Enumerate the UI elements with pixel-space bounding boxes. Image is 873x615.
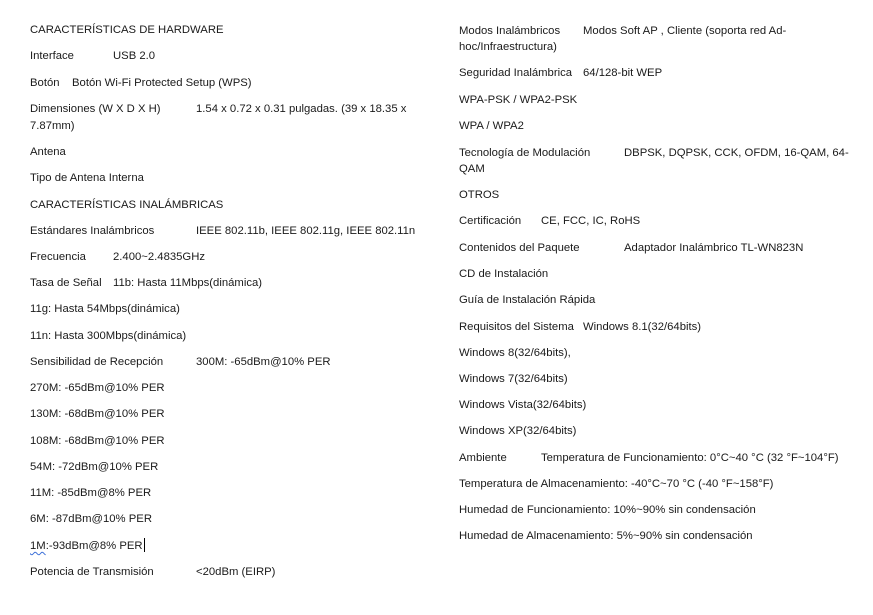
button-label: Botón bbox=[30, 77, 60, 89]
dimensions-label: Dimensiones (W X D X H) bbox=[30, 103, 161, 115]
sens-11-text[interactable]: 11M: -85dBm@8% PER bbox=[30, 487, 152, 499]
modes-label: Modos Inalámbricos bbox=[459, 25, 561, 37]
modulation-value: DBPSK, DQPSK, CCK, OFDM, 16-QAM, 64- bbox=[624, 147, 849, 159]
sens-6-text[interactable]: 6M: -87dBm@10% PER bbox=[30, 513, 152, 525]
modes-row[interactable] bbox=[459, 23, 786, 40]
interface-row[interactable] bbox=[30, 48, 155, 65]
rate-11n-text[interactable]: 11n: Hasta 300Mbps(dinámica) bbox=[30, 330, 187, 342]
frequency-row[interactable] bbox=[30, 249, 205, 266]
sensitivity-label: Sensibilidad de Recepción bbox=[30, 356, 164, 368]
button-value: Botón Wi-Fi Protected Setup (WPS) bbox=[72, 77, 252, 89]
environment-value: Temperatura de Funcionamiento: 0°C~40 °C (32 °F~104°F) bbox=[541, 452, 839, 464]
security-row[interactable] bbox=[459, 65, 662, 82]
sens-1-row[interactable] bbox=[30, 538, 145, 555]
sens-1-value: :-93dBm@8% PER bbox=[45, 540, 143, 552]
sens-54-text[interactable]: 54M: -72dBm@10% PER bbox=[30, 461, 159, 473]
sensitivity-value: 300M: -65dBm@10% PER bbox=[196, 356, 331, 368]
sens-270-text[interactable]: 270M: -65dBm@10% PER bbox=[30, 382, 165, 394]
dimensions-row[interactable] bbox=[30, 101, 406, 118]
power-row[interactable] bbox=[30, 564, 275, 581]
sensitivity-row[interactable] bbox=[30, 354, 331, 371]
certification-label: Certificación bbox=[459, 215, 522, 227]
win7-text[interactable]: Windows 7(32/64bits) bbox=[459, 373, 568, 385]
wpa-text[interactable]: WPA / WPA2 bbox=[459, 120, 524, 132]
environment-label: Ambiente bbox=[459, 452, 507, 464]
wpa-psk-text[interactable]: WPA-PSK / WPA2-PSK bbox=[459, 94, 578, 106]
spellcheck-squiggle: 1M bbox=[30, 540, 46, 552]
system-value: Windows 8.1(32/64bits) bbox=[583, 321, 702, 333]
winxp-text[interactable]: Windows XP(32/64bits) bbox=[459, 425, 577, 437]
package-label: Contenidos del Paquete bbox=[459, 242, 580, 254]
standards-row[interactable] bbox=[30, 223, 415, 240]
text-cursor bbox=[144, 538, 145, 552]
hardware-section-title[interactable]: CARACTERÍSTICAS DE HARDWARE bbox=[30, 24, 224, 36]
certification-value: CE, FCC, IC, RoHS bbox=[541, 215, 641, 227]
install-cd-text[interactable]: CD de Instalación bbox=[459, 268, 549, 280]
modulation-row[interactable] bbox=[459, 145, 849, 162]
modes-value-cont[interactable]: hoc/Infraestructura) bbox=[459, 41, 557, 53]
package-value: Adaptador Inalámbrico TL-WN823N bbox=[624, 242, 804, 254]
button-row[interactable] bbox=[30, 75, 252, 92]
modulation-label: Tecnología de Modulación bbox=[459, 147, 591, 159]
wireless-section-title[interactable]: CARACTERÍSTICAS INALÁMBRICAS bbox=[30, 199, 224, 211]
rate-11g-text[interactable]: 11g: Hasta 54Mbps(dinámica) bbox=[30, 303, 180, 315]
security-label: Seguridad Inalámbrica bbox=[459, 67, 573, 79]
frequency-label: Frecuencia bbox=[30, 251, 86, 263]
package-row[interactable] bbox=[459, 240, 803, 257]
others-section-title[interactable]: OTROS bbox=[459, 189, 500, 201]
modulation-value-cont[interactable]: QAM bbox=[459, 163, 485, 175]
standards-value: IEEE 802.11b, IEEE 802.11g, IEEE 802.11n bbox=[196, 225, 416, 237]
operating-humidity-text[interactable]: Humedad de Funcionamiento: 10%~90% sin condensación bbox=[459, 504, 756, 516]
signal-rate-value: 11b: Hasta 11Mbps(dinámica) bbox=[113, 277, 263, 289]
signal-rate-label: Tasa de Señal bbox=[30, 277, 102, 289]
antenna-type-text[interactable]: Tipo de Antena Interna bbox=[30, 172, 144, 184]
storage-humidity-text[interactable]: Humedad de Almacenamiento: 5%~90% sin condensación bbox=[459, 530, 753, 542]
modes-value: Modos Soft AP , Cliente (soporta red Ad- bbox=[583, 25, 787, 37]
sens-130-text[interactable]: 130M: -68dBm@10% PER bbox=[30, 408, 165, 420]
dimensions-value-cont[interactable]: 7.87mm) bbox=[30, 120, 75, 132]
power-label: Potencia de Transmisión bbox=[30, 566, 154, 578]
quick-guide-text[interactable]: Guía de Instalación Rápida bbox=[459, 294, 596, 306]
system-label: Requisitos del Sistema bbox=[459, 321, 574, 333]
sens-108-text[interactable]: 108M: -68dBm@10% PER bbox=[30, 435, 165, 447]
win8-text[interactable]: Windows 8(32/64bits), bbox=[459, 347, 571, 359]
winvista-text[interactable]: Windows Vista(32/64bits) bbox=[459, 399, 587, 411]
dimensions-value: 1.54 x 0.72 x 0.31 pulgadas. (39 x 18.35 x bbox=[196, 103, 407, 115]
frequency-value: 2.400~2.4835GHz bbox=[113, 251, 206, 263]
storage-temp-text[interactable]: Temperatura de Almacenamiento: -40°C~70 °C (-40 °F~158°F) bbox=[459, 478, 774, 490]
security-value: 64/128-bit WEP bbox=[583, 67, 663, 79]
certification-row[interactable] bbox=[459, 213, 640, 230]
signal-rate-row[interactable] bbox=[30, 275, 262, 292]
power-value: <20dBm (EIRP) bbox=[196, 566, 276, 578]
environment-row[interactable] bbox=[459, 450, 839, 467]
interface-value: USB 2.0 bbox=[113, 50, 156, 62]
standards-label: Estándares Inalámbricos bbox=[30, 225, 155, 237]
system-row[interactable] bbox=[459, 319, 701, 336]
antenna-text[interactable]: Antena bbox=[30, 146, 66, 158]
interface-label: Interface bbox=[30, 50, 74, 62]
